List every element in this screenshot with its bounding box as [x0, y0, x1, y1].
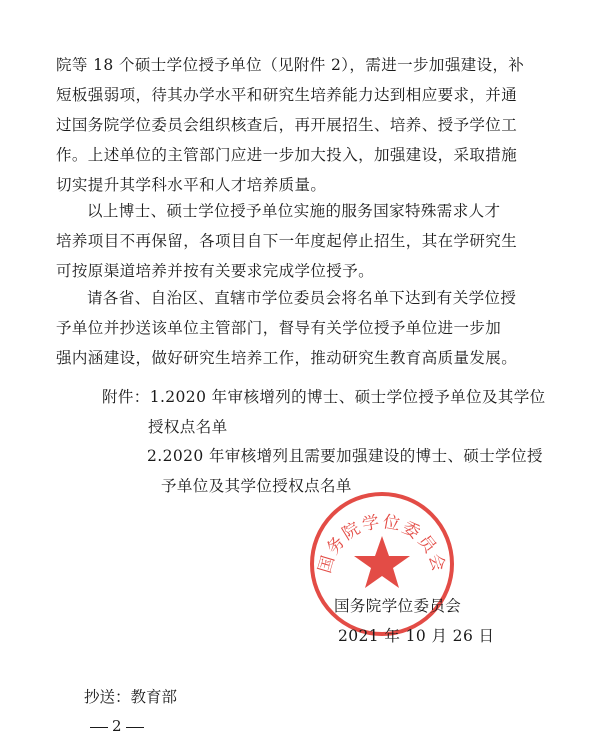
page-number [86, 716, 148, 736]
signature-org: 国务院学位委员会 [334, 597, 462, 615]
paragraph-line: 作。上述单位的主管部门应进一步加大投入，加强建设，采取措施 [56, 146, 518, 164]
signature-date: 2021 年 10 月 26 日 [338, 627, 495, 645]
cc-line: 抄送：教育部 [84, 688, 178, 706]
paragraph-line: 过国务院学位委员会组织核查后，再开展招生、培养、授予学位工 [56, 116, 518, 134]
attachment-line: 2.2020 年审核增列且需要加强建设的博士、硕士学位授 [147, 447, 543, 465]
paragraph-line: 强内涵建设，做好研究生培养工作，推动研究生教育高质量发展。 [56, 349, 518, 367]
paragraph-line: 可按原渠道培养并按有关要求完成学位授予。 [56, 262, 375, 280]
paragraph-2 [56, 196, 534, 286]
attachment-line: 予单位及其学位授权点名单 [161, 477, 352, 495]
seal-text: 国务院学位委员会 [315, 512, 449, 576]
paragraph-line: 予单位并抄送该单位主管部门，督导有关学位授予单位进一步加 [56, 319, 502, 337]
page-number-dash-left [90, 727, 108, 728]
paragraph-3 [56, 283, 534, 373]
paragraph-line: 短板强弱项，待其办学水平和研究生培养能力达到相应要求，并通 [56, 86, 518, 104]
paragraph-line: 以上博士、硕士学位授予单位实施的服务国家特殊需求人才 [87, 202, 501, 220]
paragraph-1 [56, 50, 534, 200]
page-number-dash-right [126, 727, 144, 728]
paragraph-line: 院等 18 个硕士学位授予单位（见附件 2），需进一步加强建设，补 [56, 56, 525, 74]
paragraph-line: 请各省、自治区、直辖市学位委员会将名单下达到有关学位授 [87, 289, 517, 307]
paragraph-line: 切实提升其学科水平和人才培养质量。 [56, 176, 327, 194]
attachment-line: 附件：1.2020 年审核增列的博士、硕士学位授予单位及其学位 [102, 388, 546, 406]
attachment-line: 授权点名单 [148, 418, 228, 436]
signature-block [334, 591, 534, 651]
attachment-item-1 [102, 382, 546, 442]
paragraph-line: 培养项目不再保留，各项目自下一年度起停止招生，其在学研究生 [56, 232, 518, 250]
page-number-value: 2 [112, 717, 122, 735]
